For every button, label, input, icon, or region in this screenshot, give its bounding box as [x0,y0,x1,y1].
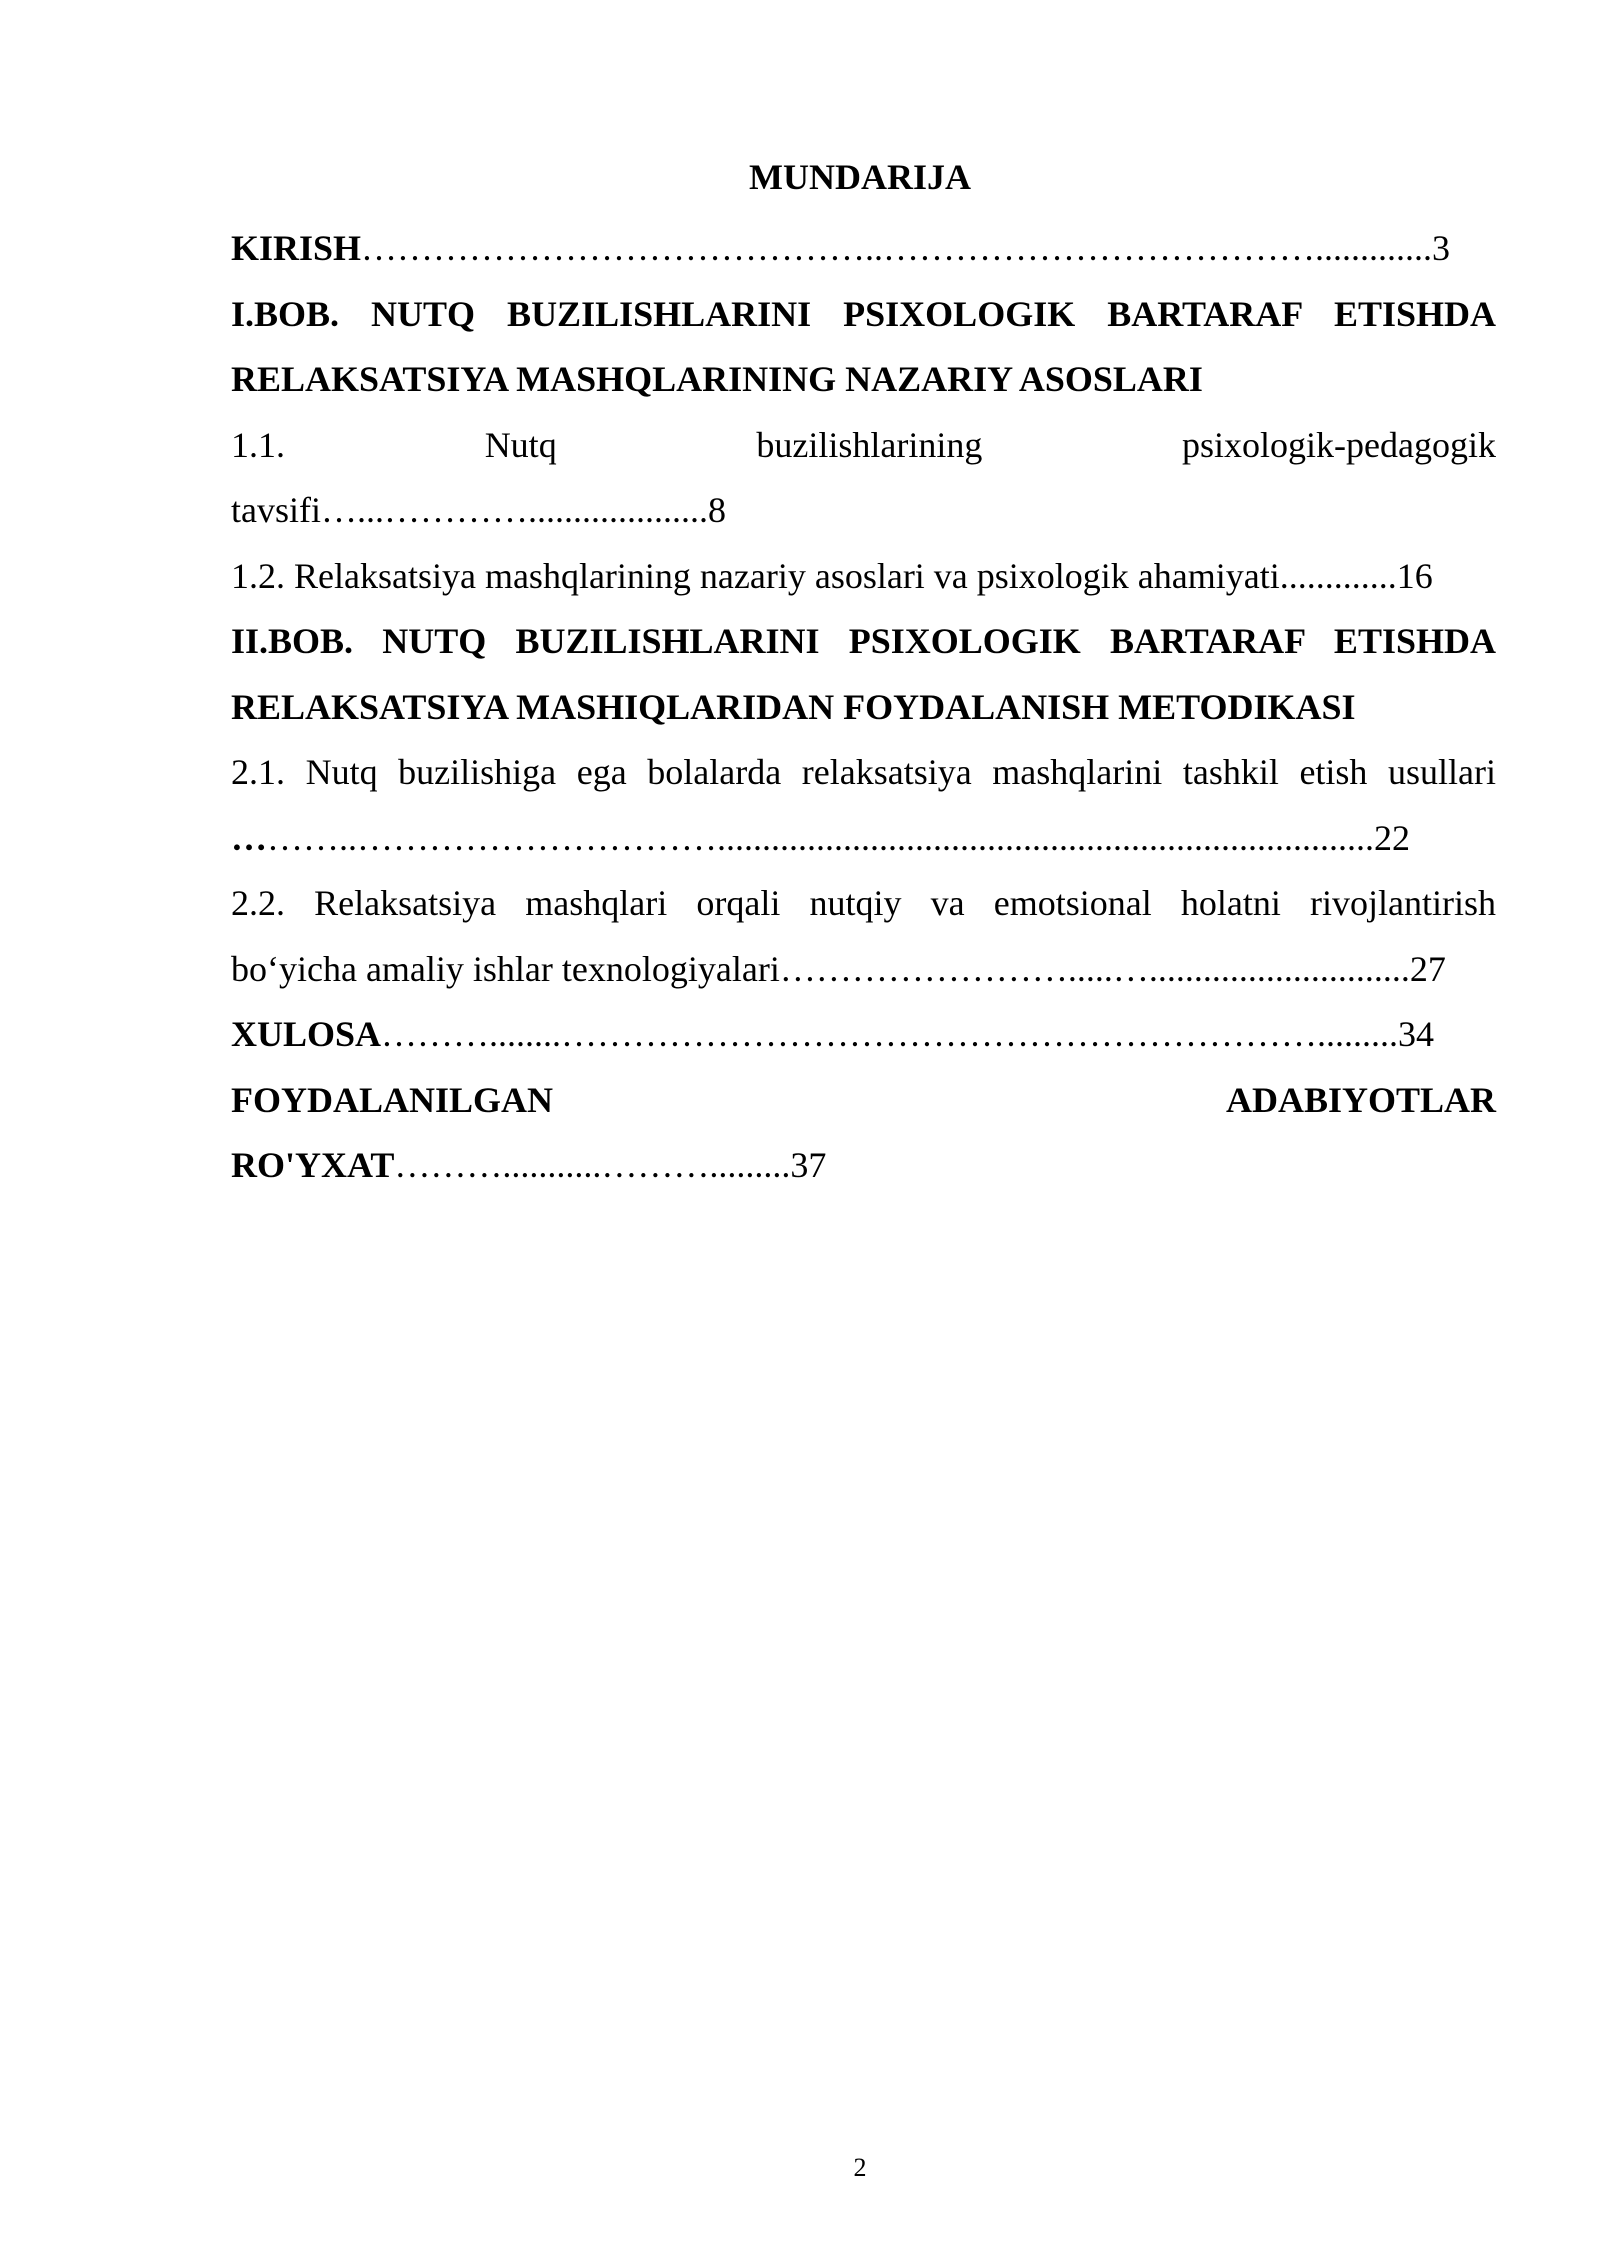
toc-section-2-1-leader: ……..………………………….........................................................................22 [267,817,1410,858]
toc-bibliography-line2[interactable] [231,1133,1496,1199]
toc-section-2-2-line1[interactable]: 2.2. Relaksatsiya mashqlari orqali nutqiy va emotsional holatni rivojlantirish [231,883,1496,923]
toc-section-1-1-line2[interactable]: tavsifi…...…………....................8 [231,490,726,530]
toc-chapter1-line2[interactable]: RELAKSATSIYA MASHQLARINING NAZARIY ASOSLARI [231,359,1203,399]
toc-entry-xulosa[interactable] [231,1002,1496,1068]
toc-section-1-2[interactable]: 1.2. Relaksatsiya mashqlarining nazariy asoslari va psixologik ahamiyati.............16 [231,555,1433,596]
toc-bibliography-line1[interactable]: FOYDALANILGAN ADABIYOTLAR [231,1079,1496,1120]
toc-entry-kirish[interactable] [231,216,1496,282]
toc-chapter2-line2[interactable]: RELAKSATSIYA MASHIQLARIDAN FOYDALANISH METODIKASI [231,686,1356,727]
toc-section-1-1-line1[interactable]: 1.1. Nutq buzilishlarining psixologik-pedagogik [231,424,1496,465]
toc-section-2-1-line2[interactable] [231,806,1496,872]
toc-kirish-leader: ……………………………………..………………………………............. [361,228,1433,268]
toc-chapter1-line1[interactable]: I.BOB. NUTQ BUZILISHLARINI PSIXOLOGIK BARTARAF ETISHDA [231,293,1496,334]
toc-section-2-1-leader-bold: … [231,817,267,858]
toc-kirish-page: 3 [1432,228,1451,268]
toc-xulosa-leader: ………........……………………………………………………….........34 [381,1014,1435,1054]
toc-xulosa-label: XULOSA [231,1014,382,1054]
table-of-contents [231,216,1496,1199]
toc-section-2-1-line1[interactable]: 2.1. Nutq buzilishiga ega bolalarda relaksatsiya mashqlarini tashkil etish usullari [231,752,1496,792]
page-number: 2 [853,2153,867,2182]
toc-kirish-label: KIRISH [231,228,362,268]
toc-bibliography-label: RO'YXAT [231,1145,395,1185]
toc-section-2-2-line2[interactable]: bo‘yicha amaliy ishlar texnologiyalari…………………….....….............................27 [231,948,1446,989]
toc-bibliography-leader: ………...........……….........37 [394,1145,827,1185]
page-title: MUNDARIJA [749,157,971,197]
toc-chapter2-line1[interactable]: II.BOB. NUTQ BUZILISHLARINI PSIXOLOGIK BARTARAF ETISHDA [231,621,1496,661]
